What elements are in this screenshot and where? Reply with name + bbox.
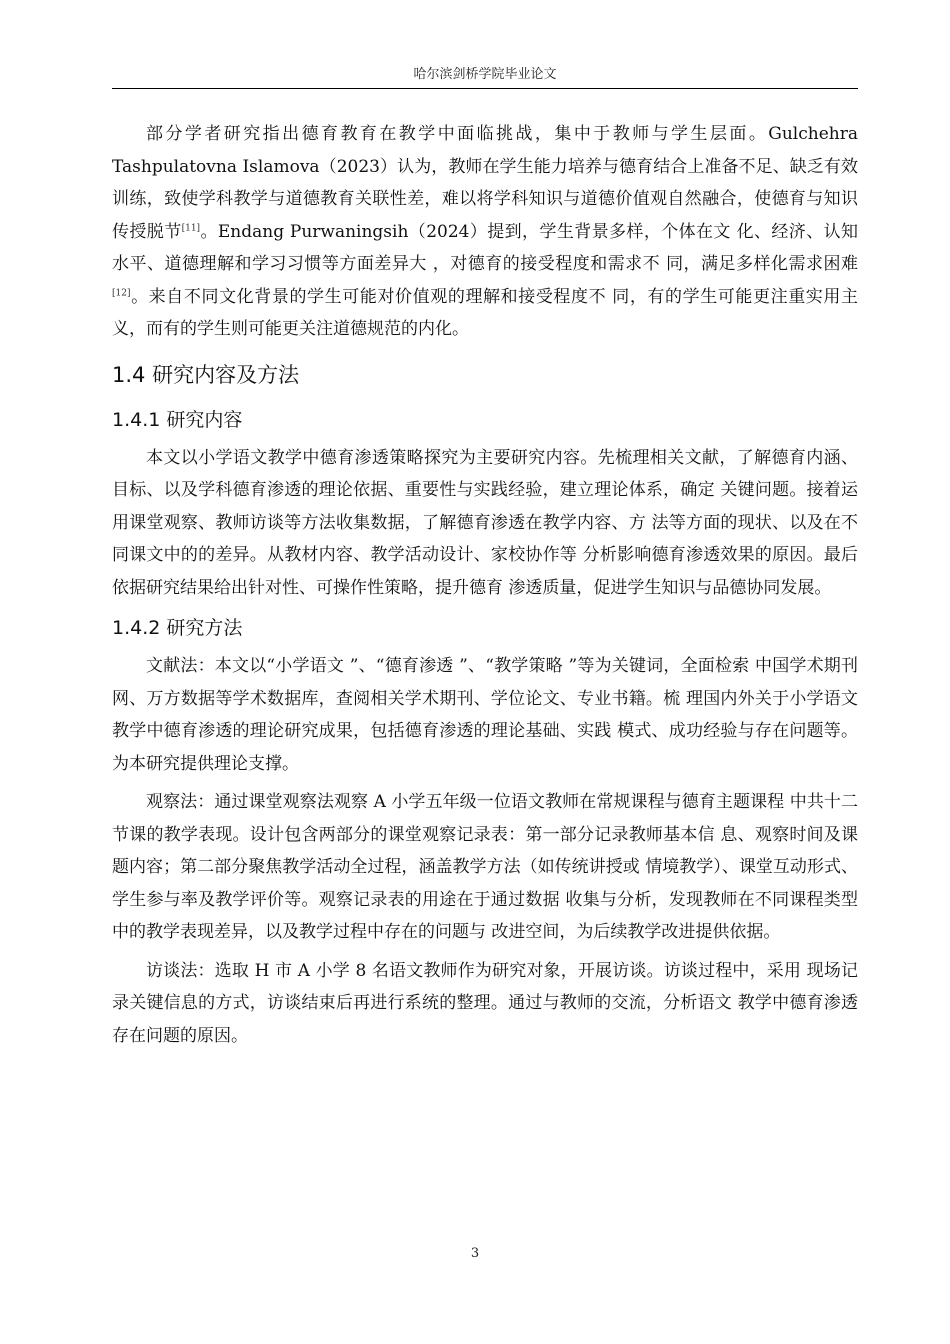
intro-paragraph (112, 118, 858, 346)
citation-11: [11] (181, 222, 201, 233)
observation-method-paragraph: 观察法：通过课堂观察法观察 A 小学五年级一位语文教师在常规课程与德育主题课程 中共十二节课的教学表现。设计包含两部分的课堂观察记录表：第一部分记录教师基本信 息、观察时间及课题内容；第二部分聚焦教学活动全过程，涵盖教学方法（如传统讲授或 情境教学）、课堂互动形式、学生参与率及教学评价等。观察记录表的用途在于通过数据 收集与分析，发现教师在不同课程类型中的教学表现差异，以及教学过程中存在的问题与 改进空间，为后续教学改进提供依据。 (112, 792, 858, 942)
intro-text-part1: 部分学者研究指出德育教育在教学中面临挑战，集中于教师与学生层面。Gulchehra Tashpulatovna Islamova（2023）认为，教师在学生能力培养与德育结合上准备不足、缺乏有效训练，致使学科教学与道德教育关联性差，难以将学科知识与道德价值观自然融合，使德育与知识传授脱节 (112, 124, 858, 242)
page-number: 3 (470, 1246, 480, 1261)
research-content-paragraph: 本文以小学语文教学中德育渗透策略探究为主要研究内容。先梳理相关文献，了解德育内涵、 目标、以及学科德育渗透的理论依据、重要性与实践经验，建立理论体系，确定 关键问题。接着运用课堂观察、教师访谈等方法收集数据，了解德育渗透在教学内容、方 法等方面的现状、以及在不同课文中的的差异。从教材内容、教学活动设计、家校协作等 分析影响德育渗透效果的原因。最后依据研究结果给出针对性、可操作性策略，提升德育 渗透质量，促进学生知识与品德协同发展。 (112, 447, 858, 598)
section-heading-1-4-1: 1.4.1 研究内容 (112, 408, 243, 431)
section-heading-1-4-2: 1.4.2 研究方法 (112, 617, 243, 639)
running-header: 哈尔滨剑桥学院毕业论文 (112, 62, 858, 89)
interview-method-paragraph: 访谈法：选取 H 市 A 小学 8 名语文教师作为研究对象，开展访谈。访谈过程中，采用 现场记录关键信息的方式，访谈结束后再进行系统的整理。通过与教师的交流，分析语文 教学中德育渗透存在问题的原因。 (112, 960, 858, 1046)
page-body (112, 108, 858, 1052)
intro-text-part2: 。Endang Purwaningsih（2024）提到，学生背景多样，个体在文 化、经济、认知水平、道德理解和学习习惯等方面差异大 ，对德育的接受程度和需求不 同，满足多样化需求困难 (112, 221, 858, 274)
citation-12: [12] (112, 287, 131, 298)
section-heading-1-4: 1.4 研究内容及方法 (112, 362, 300, 387)
intro-text-part3: 。来自不同文化背景的学生可能对价值观的理解和接受程度不 同，有的学生可能更注重实用主义，而有的学生则可能更关注道德规范的内化。 (112, 286, 858, 339)
literature-method-paragraph: 文献法：本文以“小学语文 ”、“德育渗透 ”、“教学策略 ”等为关键词，全面检索 中国学术期刊网、万方数据等学术数据库，查阅相关学术期刊、学位论文、专业书籍。梳 理国内外关于小学语文教学中德育渗透的理论研究成果，包括德育渗透的理论基础、实践 模式、成功经验与存在问题等。为本研究提供理论支撑。 (112, 656, 858, 774)
